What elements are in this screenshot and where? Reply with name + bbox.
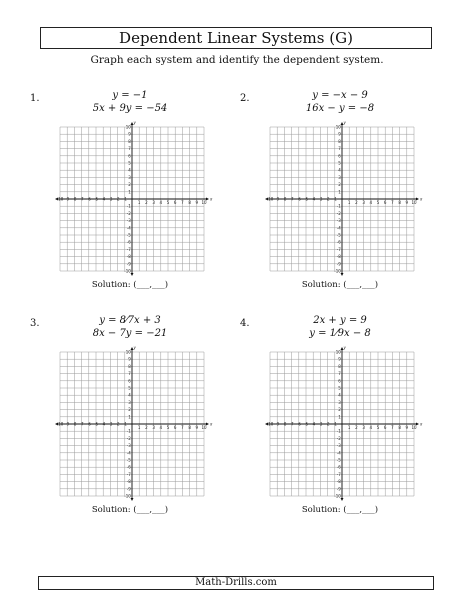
y-tick-label: 9 [128,131,131,137]
x-tick-label: 4 [369,425,373,430]
x-tick-label: -8 [282,196,287,202]
x-tick-label: -10 [266,421,274,427]
y-tick-label: 10 [335,349,341,355]
x-tick-label: 9 [405,200,409,205]
y-tick-label: -8 [126,479,131,485]
x-tick-label: 10 [411,425,417,430]
y-tick-label: 7 [338,371,341,377]
x-tick-label: 5 [376,200,380,205]
y-tick-label: 6 [128,153,131,159]
equation-2: 8x − 7y = −21 [92,328,168,339]
solution-line: Solution: (___,___) [91,505,169,515]
x-tick-label: -2 [115,196,120,202]
y-tick-label: 3 [128,399,131,405]
x-tick-label: -6 [296,196,301,202]
x-tick-label: -5 [94,421,98,427]
x-tick-label: 3 [362,200,365,205]
y-tick-label: -8 [336,479,341,485]
coordinate-grid [240,115,440,295]
problem-3 [30,315,230,538]
x-tick-label: 8 [398,200,401,205]
y-tick-label: 8 [338,138,341,144]
solution-line: Solution: (___,___) [301,505,379,515]
y-tick-label: 6 [128,378,131,384]
x-tick-label: -1 [122,421,127,427]
x-tick-label: 9 [405,425,409,430]
x-tick-label: -10 [56,421,64,427]
y-tick-label: 6 [338,378,341,384]
x-tick-label: 10 [201,425,207,430]
y-tick-label: -1 [336,428,341,434]
y-tick-label: 9 [338,356,341,362]
x-tick-label: -3 [108,196,113,202]
y-tick-label: 1 [338,414,341,420]
equation-1: y = 8⁄7x + 3 [99,315,161,326]
x-tick-label: 1 [137,200,141,205]
x-tick-label: 6 [383,200,387,205]
grid-group [55,345,213,501]
y-tick-label: 2 [128,407,131,413]
y-tick-label: -3 [126,218,131,224]
y-tick-label: -5 [336,457,341,463]
grid-group [265,120,423,276]
x-tick-label: 7 [391,200,394,205]
y-tick-label: -1 [126,203,131,209]
x-tick-label: 2 [355,200,358,205]
x-tick-label: -4 [311,196,316,202]
y-axis-arrow-down [131,273,134,276]
y-tick-label: 2 [128,182,131,188]
x-tick-label: 3 [152,200,155,205]
x-tick-label: -10 [266,196,274,202]
y-tick-label: -2 [126,435,131,441]
coordinate-grid [240,340,440,520]
x-tick-label: 2 [145,200,148,205]
footer-site-name: Math-Drills.com [38,576,434,590]
x-tick-label: -3 [318,196,323,202]
grid-group [55,120,213,276]
y-tick-label: 4 [128,392,131,398]
equation-2: y = 1⁄9x − 8 [309,328,371,339]
x-tick-label: 2 [145,425,148,430]
y-axis-label: y [343,120,346,125]
x-tick-label: 2 [355,425,358,430]
y-tick-label: 5 [128,160,131,166]
coordinate-grid [30,340,230,520]
x-tick-label: -7 [289,196,294,202]
y-tick-label: -10 [334,493,341,499]
coordinate-grid [30,115,230,295]
y-tick-label: -5 [126,232,131,238]
x-tick-label: -8 [72,196,77,202]
y-tick-label: 7 [128,146,131,152]
y-axis-arrow-down [131,498,134,501]
y-tick-label: -9 [336,486,341,492]
x-tick-label: 6 [173,200,177,205]
y-tick-label: -1 [126,428,131,434]
y-tick-label: 1 [338,189,341,195]
x-tick-label: -4 [311,421,316,427]
x-tick-label: 7 [181,200,184,205]
y-tick-label: -6 [336,239,341,245]
y-tick-label: -8 [126,254,131,260]
y-tick-label: -3 [126,443,131,449]
x-tick-label: 10 [411,200,417,205]
y-tick-label: -6 [336,464,341,470]
x-tick-label: -10 [56,196,64,202]
y-tick-label: -5 [126,457,131,463]
x-tick-label: 10 [201,200,207,205]
x-tick-label: -4 [101,421,106,427]
y-tick-label: -9 [126,261,131,267]
x-tick-label: -6 [86,421,91,427]
equation-1: 2x + y = 9 [313,315,367,326]
solution-line: Solution: (___,___) [301,280,379,290]
x-tick-label: 4 [369,200,373,205]
x-tick-label: -7 [289,421,294,427]
y-tick-label: -4 [336,450,341,456]
y-tick-label: 4 [128,167,131,173]
equation-2: 5x + 9y = −54 [92,103,168,114]
x-tick-label: 3 [152,425,155,430]
y-tick-label: 6 [338,153,341,159]
x-tick-label: 4 [159,425,163,430]
x-tick-label: -7 [79,421,84,427]
x-tick-label: 9 [195,425,199,430]
x-tick-label: -5 [94,196,98,202]
y-tick-label: 5 [338,160,341,166]
grid-group [265,345,423,501]
equation-2: 16x − y = −8 [305,103,375,114]
y-tick-label: 10 [125,124,131,130]
y-axis-label: y [133,345,136,350]
y-axis-label: y [133,120,136,125]
y-tick-label: -7 [126,246,131,252]
x-tick-label: 1 [347,200,351,205]
x-tick-label: -1 [332,421,337,427]
x-tick-label: -2 [325,196,330,202]
y-axis-arrow-down [341,498,344,501]
x-axis-label: x [210,421,213,427]
y-tick-label: 4 [338,392,341,398]
x-tick-label: -5 [304,421,308,427]
y-tick-label: -4 [336,225,341,231]
problem-4 [240,315,440,538]
problem-number: 4. [240,318,250,329]
y-tick-label: -3 [336,218,341,224]
y-tick-label: -4 [126,450,131,456]
x-tick-label: -3 [318,421,323,427]
y-tick-label: -1 [336,203,341,209]
y-axis-arrow-down [341,273,344,276]
y-tick-label: 5 [128,385,131,391]
y-tick-label: 9 [338,131,341,137]
x-tick-label: -9 [275,421,280,427]
y-tick-label: 1 [128,189,131,195]
solution-line: Solution: (___,___) [91,280,169,290]
problem-number: 3. [30,318,40,329]
y-tick-label: 7 [128,371,131,377]
y-tick-label: -3 [336,443,341,449]
x-tick-label: 1 [347,425,351,430]
x-tick-label: -4 [101,196,106,202]
y-tick-label: 5 [338,385,341,391]
problem-2 [240,90,440,313]
y-tick-label: 10 [125,349,131,355]
x-tick-label: 7 [391,425,394,430]
y-tick-label: -9 [126,486,131,492]
y-tick-label: -5 [336,232,341,238]
y-tick-label: -2 [336,435,341,441]
x-tick-label: 5 [166,425,170,430]
y-axis-label: y [343,345,346,350]
y-tick-label: 8 [338,363,341,369]
y-tick-label: -6 [126,239,131,245]
y-tick-label: 3 [338,174,341,180]
problem-number: 2. [240,93,250,104]
x-tick-label: -1 [332,196,337,202]
x-tick-label: 5 [166,200,170,205]
y-tick-label: -7 [336,246,341,252]
y-tick-label: 1 [128,414,131,420]
x-tick-label: 8 [398,425,401,430]
y-tick-label: -9 [336,261,341,267]
x-axis-label: x [420,196,423,202]
x-tick-label: -1 [122,196,127,202]
x-tick-label: -6 [296,421,301,427]
y-tick-label: -10 [124,493,131,499]
x-tick-label: 6 [173,425,177,430]
x-tick-label: 7 [181,425,184,430]
instruction-text: Graph each system and identify the dependent system. [90,54,384,66]
x-tick-label: -2 [115,421,120,427]
y-tick-label: -6 [126,464,131,470]
x-tick-label: -8 [282,421,287,427]
equation-1: y = −x − 9 [312,90,368,101]
x-tick-label: 3 [362,425,365,430]
x-tick-label: -7 [79,196,84,202]
y-tick-label: -8 [336,254,341,260]
y-tick-label: 3 [338,399,341,405]
worksheet-title: Dependent Linear Systems (G) [40,27,432,49]
x-tick-label: 8 [188,425,191,430]
x-tick-label: 6 [383,425,387,430]
x-tick-label: -5 [304,196,308,202]
x-tick-label: -9 [65,196,70,202]
x-axis-label: x [420,421,423,427]
y-tick-label: 8 [128,138,131,144]
problem-1 [30,90,230,313]
x-tick-label: -9 [65,421,70,427]
y-tick-label: -7 [126,471,131,477]
y-tick-label: 3 [128,174,131,180]
y-tick-label: -7 [336,471,341,477]
y-tick-label: 9 [128,356,131,362]
y-tick-label: 7 [338,146,341,152]
y-tick-label: -4 [126,225,131,231]
equation-1: y = −1 [112,90,148,101]
x-tick-label: -2 [325,421,330,427]
x-tick-label: 5 [376,425,380,430]
x-axis-label: x [210,196,213,202]
x-tick-label: 4 [159,200,163,205]
problem-number: 1. [30,93,40,104]
x-tick-label: 1 [137,425,141,430]
y-tick-label: -2 [126,210,131,216]
x-tick-label: -8 [72,421,77,427]
y-tick-label: 8 [128,363,131,369]
x-tick-label: -6 [86,196,91,202]
y-tick-label: -10 [334,268,341,274]
y-tick-label: 2 [338,182,341,188]
y-tick-label: -10 [124,268,131,274]
x-tick-label: -9 [275,196,280,202]
y-tick-label: 4 [338,167,341,173]
x-tick-label: 9 [195,200,199,205]
x-tick-label: -3 [108,421,113,427]
x-tick-label: 8 [188,200,191,205]
y-tick-label: 2 [338,407,341,413]
y-tick-label: -2 [336,210,341,216]
y-tick-label: 10 [335,124,341,130]
